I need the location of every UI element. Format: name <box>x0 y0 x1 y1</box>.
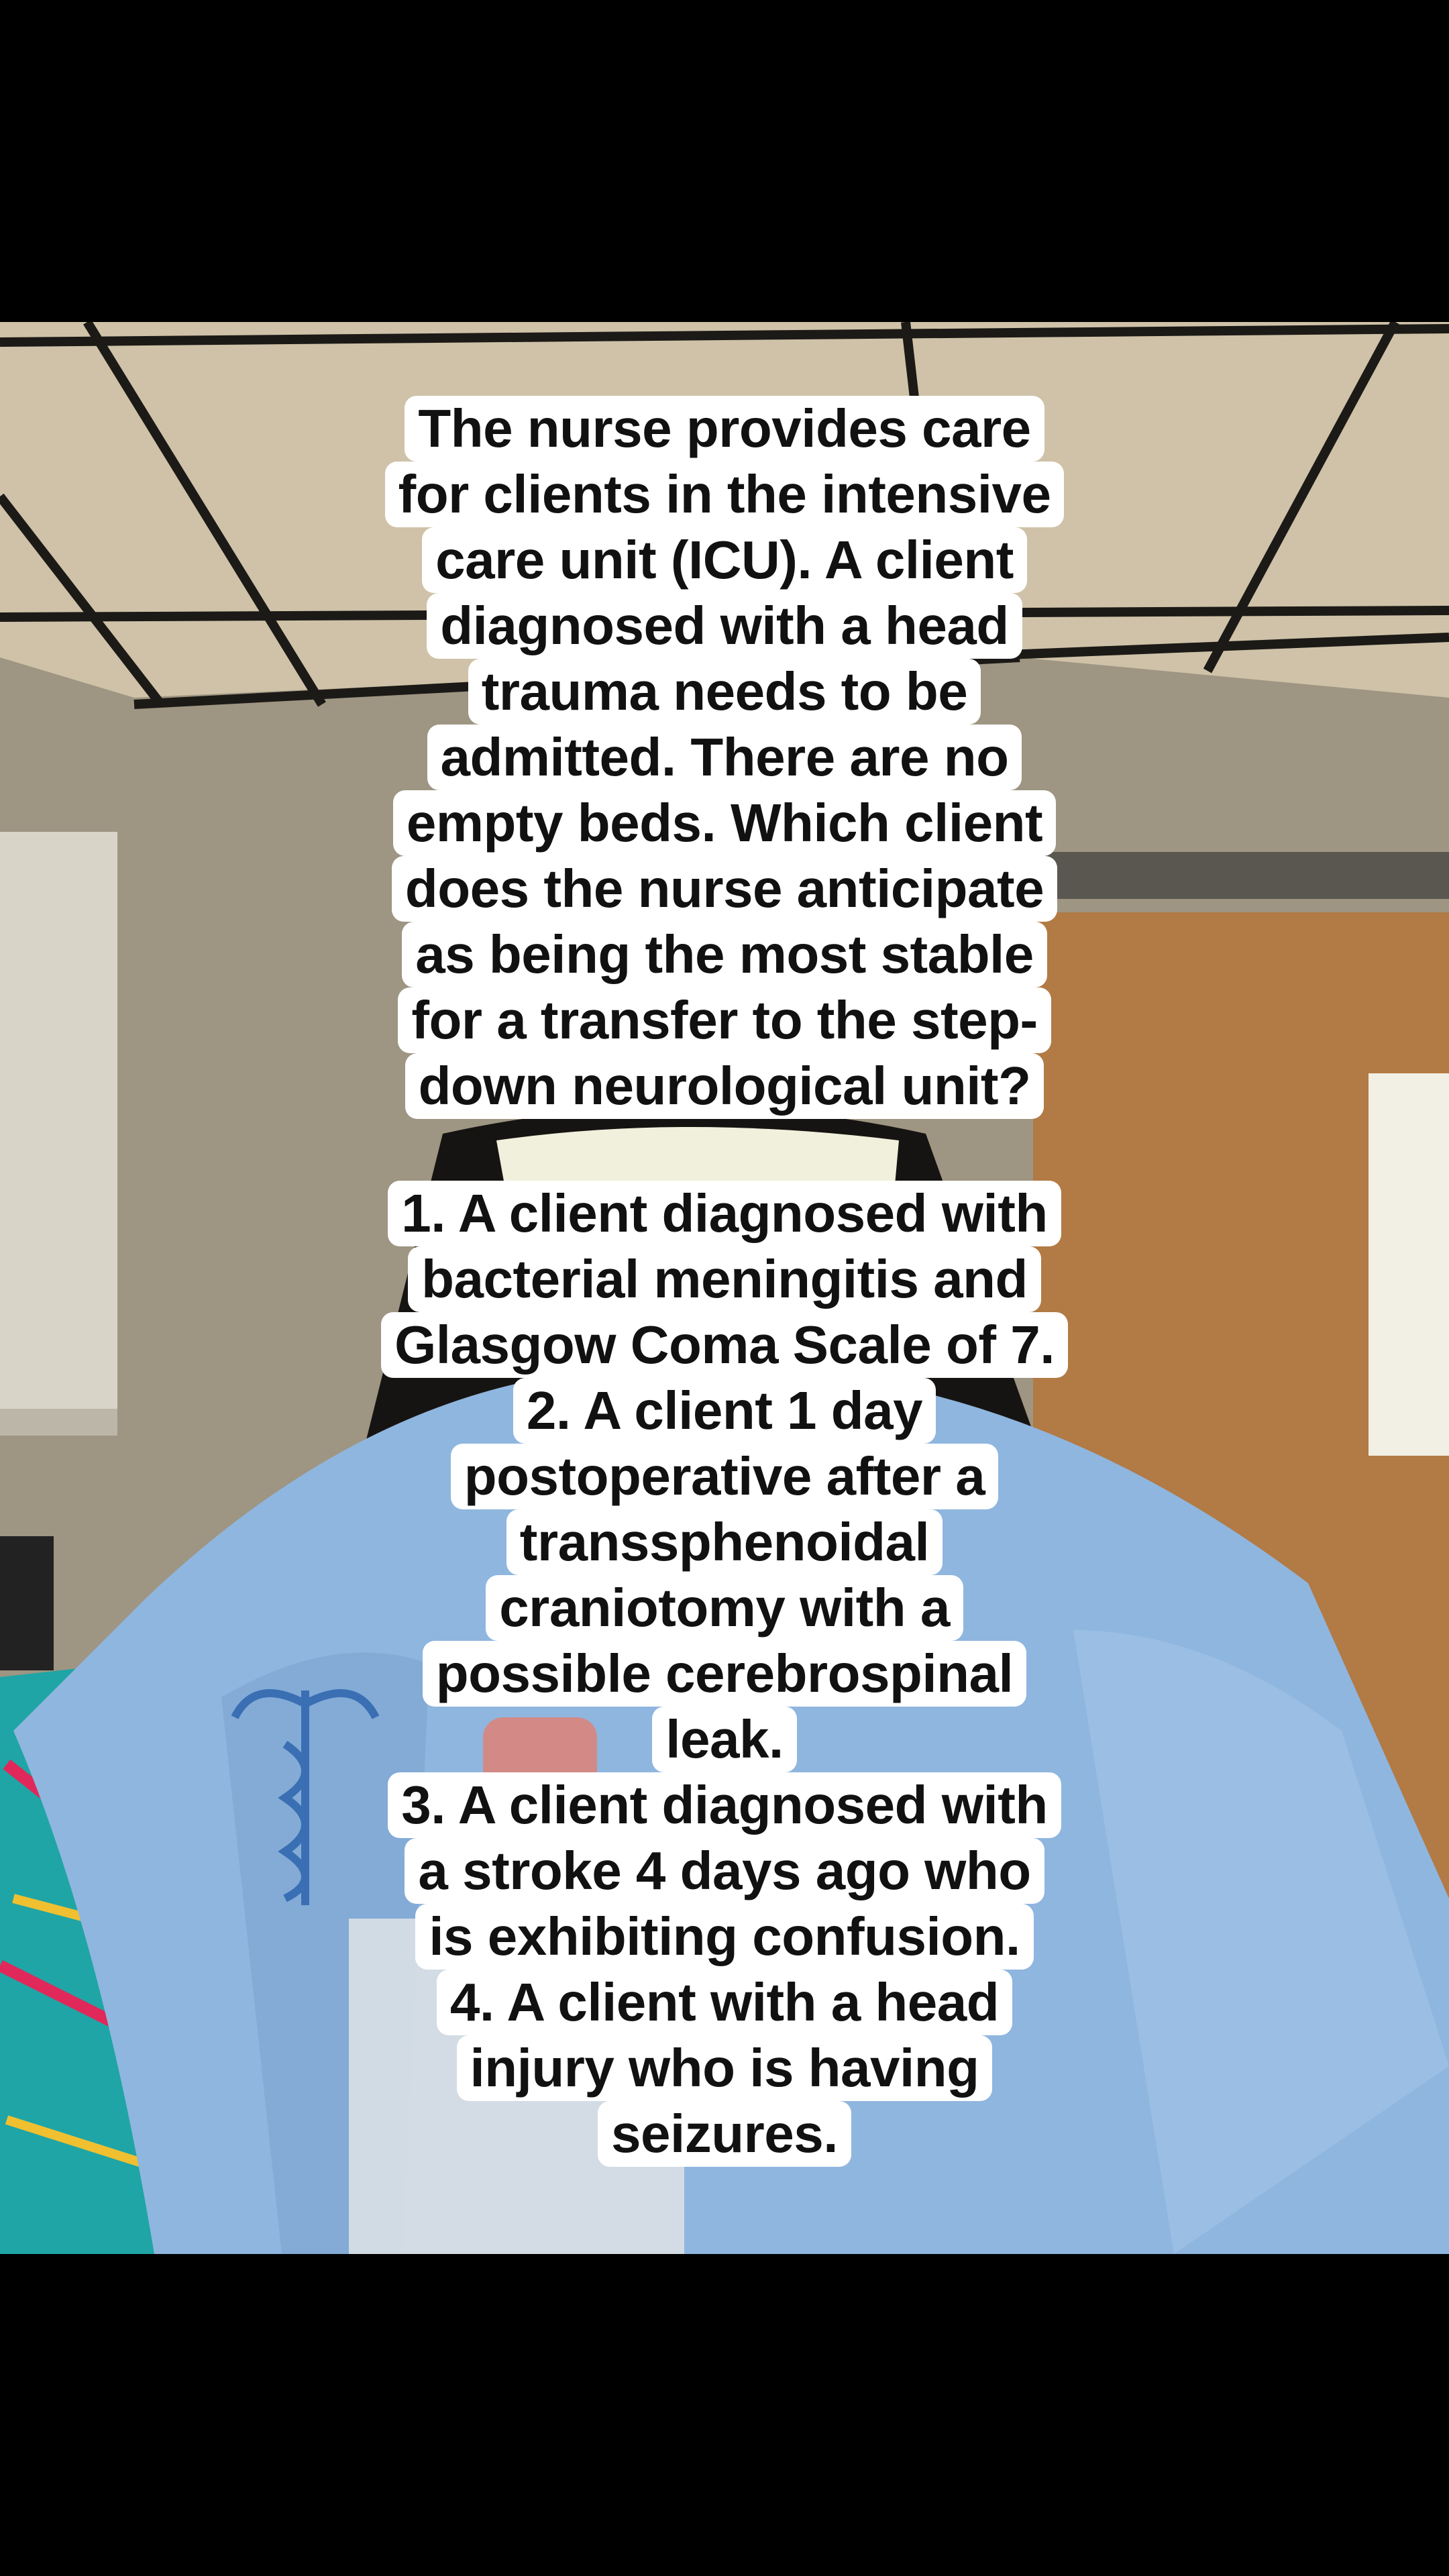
option-line: postoperative after a <box>451 1444 998 1509</box>
options-caption <box>322 1181 1127 2167</box>
option-line: leak. <box>652 1707 796 1772</box>
option-line: Glasgow Coma Scale of 7. <box>381 1312 1068 1378</box>
question-line: The nurse provides care <box>405 396 1044 462</box>
question-line: empty beds. Which client <box>393 790 1056 856</box>
question-line: for a transfer to the step- <box>398 987 1051 1053</box>
question-caption <box>322 396 1127 1119</box>
question-line: admitted. There are no <box>427 724 1022 790</box>
option-line: transsphenoidal <box>506 1509 943 1575</box>
option-line: possible cerebrospinal <box>423 1641 1026 1707</box>
option-line: craniotomy with a <box>486 1575 963 1641</box>
question-line: as being the most stable <box>402 922 1047 987</box>
option-line: is exhibiting confusion. <box>415 1904 1033 1970</box>
option-line: 2. A client 1 day <box>513 1378 936 1444</box>
option-line: injury who is having <box>457 2035 993 2101</box>
question-line: diagnosed with a head <box>427 593 1022 659</box>
option-line: a stroke 4 days ago who <box>405 1838 1044 1904</box>
question-line: trauma needs to be <box>468 659 981 724</box>
question-line: does the nurse anticipate <box>392 856 1057 922</box>
question-line: care unit (ICU). A client <box>422 527 1027 593</box>
option-line: 4. A client with a head <box>437 1970 1012 2035</box>
option-line: 1. A client diagnosed with <box>388 1181 1061 1246</box>
question-line: down neurological unit? <box>405 1053 1044 1119</box>
option-line: 3. A client diagnosed with <box>388 1772 1061 1838</box>
option-line: bacterial meningitis and <box>408 1246 1041 1312</box>
question-line: for clients in the intensive <box>385 462 1065 527</box>
option-line: seizures. <box>598 2101 851 2167</box>
